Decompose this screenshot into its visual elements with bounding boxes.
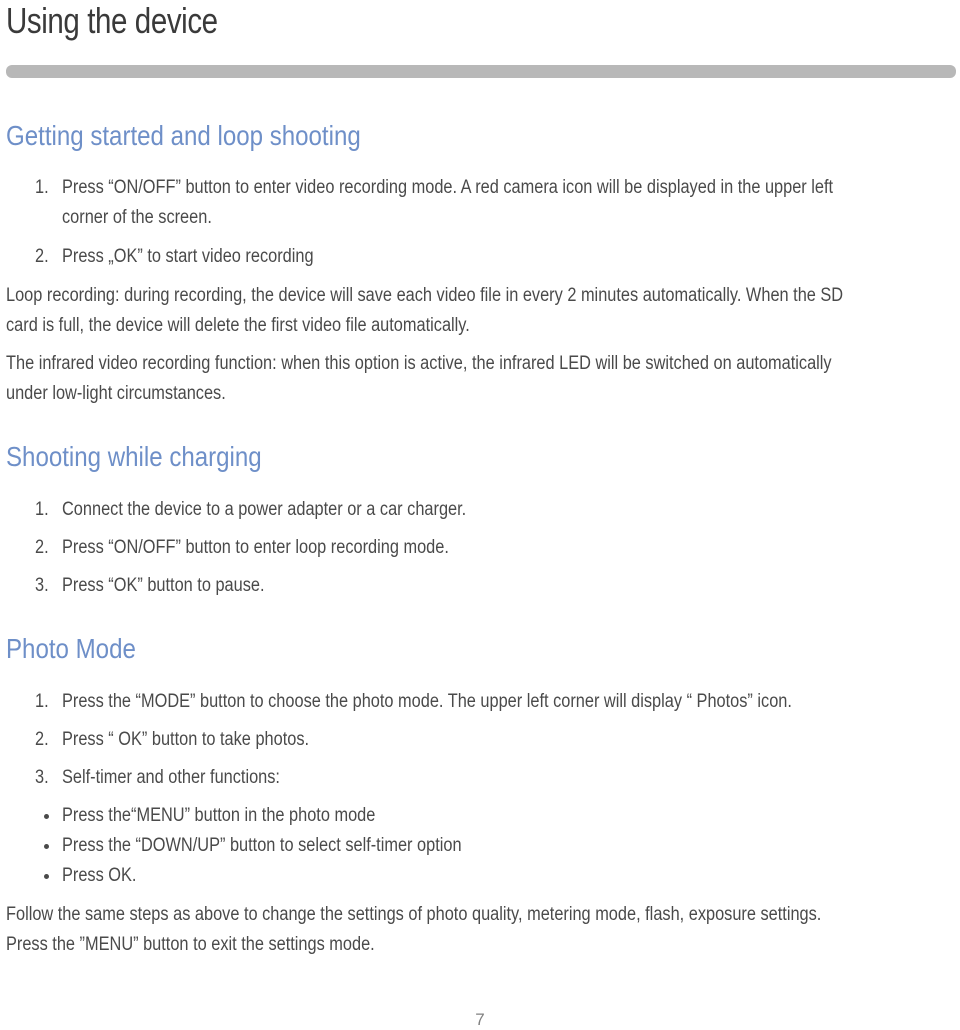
- bullet-text: Press the“MENU” button in the photo mode: [62, 805, 376, 826]
- step-text: Press „OK” to start video recording: [62, 246, 314, 267]
- paragraph-line: under low-light circumstances.: [6, 383, 226, 404]
- step-number: 2.: [35, 729, 49, 750]
- paragraph-line: The infrared video recording function: when this option is active, the infrared LED will be switched on automatically: [6, 353, 832, 374]
- step-text: Press “ON/OFF” button to enter video recording mode. A red camera icon will be displayed in the upper left: [62, 177, 834, 198]
- step-text: Self-timer and other functions:: [62, 767, 280, 788]
- step-number: 3.: [35, 767, 49, 788]
- bullet-text: Press OK.: [62, 865, 137, 886]
- bullet-text: Press the “DOWN/UP” button to select self-timer option: [62, 835, 462, 856]
- step-number: 3.: [35, 575, 49, 596]
- page-number: 7: [475, 1010, 485, 1029]
- step-number: 1.: [35, 499, 49, 520]
- bullet-dot: [44, 844, 49, 849]
- paragraph-line: Press the ”MENU” button to exit the settings mode.: [6, 934, 375, 955]
- bullet-dot: [44, 874, 49, 879]
- section-heading-photo-mode: Photo Mode: [6, 633, 136, 664]
- step-number: 2.: [35, 246, 49, 267]
- section-heading-loop-shooting: Getting started and loop shooting: [6, 120, 361, 151]
- step-text: Press “ OK” button to take photos.: [62, 729, 310, 750]
- paragraph-line: card is full, the device will delete the first video file automatically.: [6, 315, 470, 336]
- step-text: Press the “MODE” button to choose the photo mode. The upper left corner will display “ Photos” icon.: [62, 691, 792, 712]
- paragraph-line: Loop recording: during recording, the device will save each video file in every 2 minutes automatically. When the SD: [6, 285, 844, 306]
- step-text: Connect the device to a power adapter or a car charger.: [62, 499, 467, 520]
- step-text: Press “ON/OFF” button to enter loop recording mode.: [62, 537, 449, 558]
- bullet-dot: [44, 814, 49, 819]
- step-text: corner of the screen.: [62, 207, 212, 228]
- paragraph-line: Follow the same steps as above to change the settings of photo quality, metering mode, flash, exposure settings.: [6, 904, 822, 925]
- step-number: 2.: [35, 537, 49, 558]
- step-number: 1.: [35, 177, 49, 198]
- section-heading-shooting-while-charging: Shooting while charging: [6, 441, 262, 472]
- title-divider: [6, 65, 956, 78]
- step-number: 1.: [35, 691, 49, 712]
- step-text: Press “OK” button to pause.: [62, 575, 265, 596]
- page-title: Using the device: [6, 0, 218, 41]
